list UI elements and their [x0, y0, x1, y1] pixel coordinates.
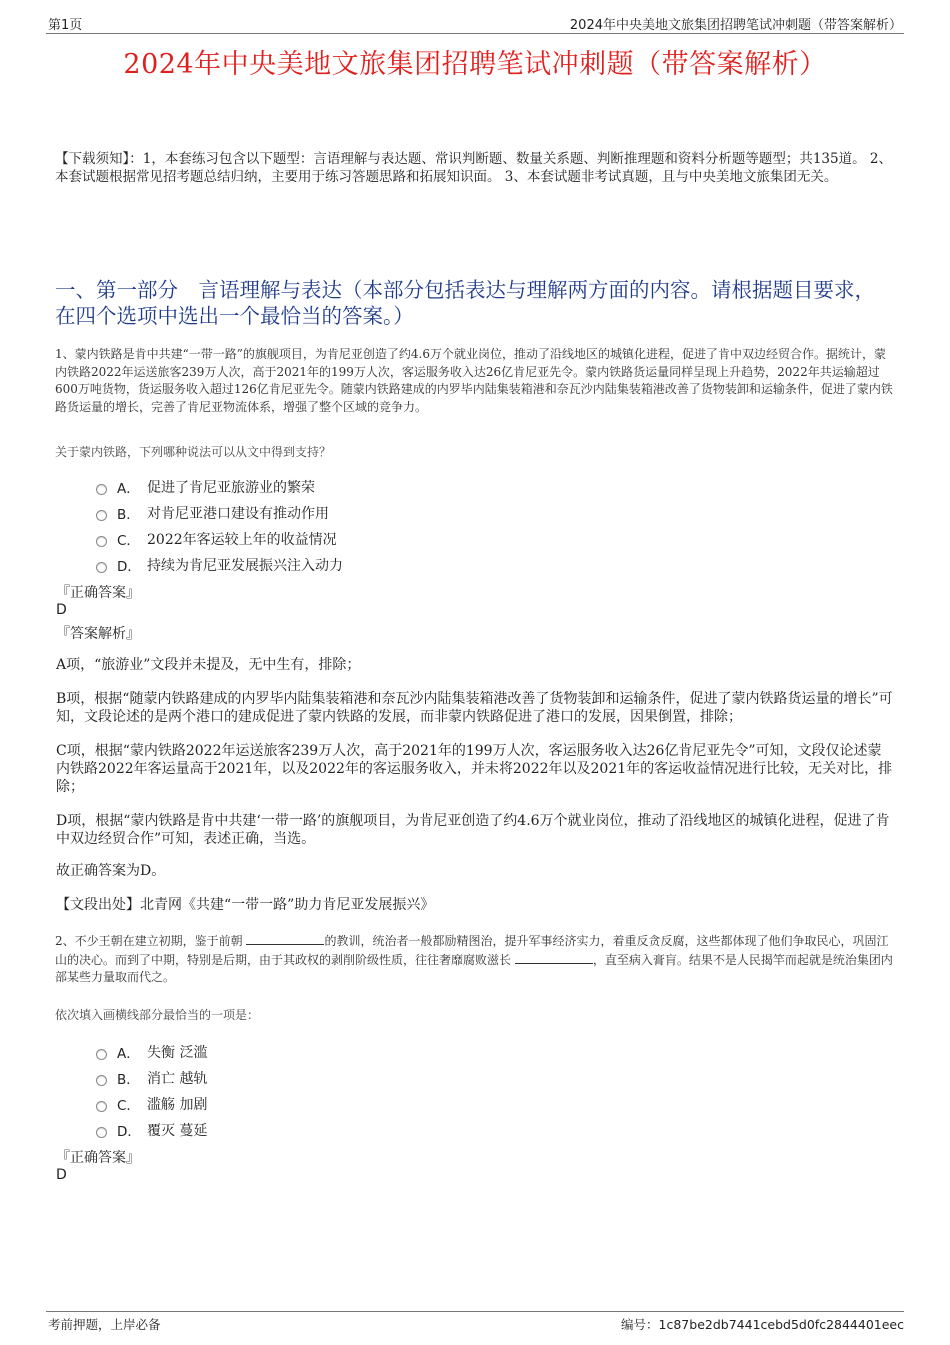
- radio-icon[interactable]: [96, 562, 107, 573]
- radio-icon[interactable]: [96, 1075, 107, 1086]
- q1-option-d[interactable]: D． 持续为肯尼亚发展振兴注入动力: [96, 555, 343, 575]
- footer-divider: [46, 1311, 904, 1312]
- footer-code: 编号：1c87be2db7441cebd5d0fc2844401eec: [621, 1317, 904, 1332]
- q1-analysis-d: D项，根据“蒙内铁路是肯中共建‘一带一路’的旗舰项目，为肯尼亚创造了约4.6万个就业岗位，推动了沿线地区的城镇化进程，促进了肯中双边经贸合作”可知，表述正确，当选。: [56, 813, 890, 847]
- radio-icon[interactable]: [96, 1101, 107, 1112]
- q1-answer-label: 『正确答案』: [56, 585, 140, 601]
- radio-icon[interactable]: [96, 536, 107, 547]
- header-doc-title: 2024年中央美地文旅集团招聘笔试冲刺题（带答案解析）: [569, 18, 902, 33]
- q1-analysis-a: A项，“旅游业”文段并未提及，无中生有，排除；: [56, 657, 361, 673]
- radio-icon[interactable]: [96, 1049, 107, 1060]
- header-divider: [46, 33, 904, 34]
- radio-icon[interactable]: [96, 1127, 107, 1138]
- radio-icon[interactable]: [96, 484, 107, 495]
- q2-option-a[interactable]: A． 失衡 泛滥: [96, 1042, 207, 1062]
- download-notice: 【下载须知】：1，本套练习包含以下题型：言语理解与表达题、常识判断题、数量关系题、判断推理题和资料分析题等题型；共135道。 2、本套试题根据常见招考题总结归纳，主要用于练习答题思路和拓展知识面。 3、本套试题非考试真题，且与中央美地文旅集团无关。: [55, 151, 892, 185]
- q1-option-c[interactable]: C． 2022年客运较上年的收益情况: [96, 529, 337, 549]
- q1-answer: D: [56, 602, 67, 618]
- q1-stem: 关于蒙内铁路，下列哪种说法可以从文中得到支持？: [55, 445, 332, 459]
- q2-answer: D: [56, 1167, 67, 1183]
- q2-option-c[interactable]: C． 滥觞 加剧: [96, 1094, 207, 1114]
- q2-option-b[interactable]: B． 消亡 越轨: [96, 1068, 207, 1088]
- q2-passage: 2、不少王朝在建立初期，鉴于前朝 的教训，统治者一般都励精图治，提升军事经济实力，着重反贪反腐，这些都体现了他们争取民心，巩固江山的决心。而到了中期，特别是后期，由于其政权的剥削阶级性质，往往奢靡腐败滋长 ，直至病入膏肓。结果不是人民揭竿而起就是统治集团内部某些力量取而代之。: [55, 934, 893, 984]
- q1-option-b[interactable]: B． 对肯尼亚港口建设有推动作用: [96, 503, 329, 523]
- q1-option-a[interactable]: A． 促进了肯尼亚旅游业的繁荣: [96, 477, 315, 497]
- q1-source: 【文段出处】北青网《共建“一带一路”助力肯尼亚发展振兴》: [56, 897, 435, 913]
- page-number: 第1页: [48, 18, 83, 33]
- radio-icon[interactable]: [96, 510, 107, 521]
- q2-answer-label: 『正确答案』: [56, 1150, 140, 1166]
- q1-analysis-b: B项，根据“随蒙内铁路建成的内罗毕内陆集装箱港和奈瓦沙内陆集装箱港改善了货物装卸和运输条件，促进了蒙内铁路货运量的增长”可知，文段论述的是两个港口的建成促进了蒙内铁路的发展，而非蒙内铁路促进了港口的发展，因果倒置，排除；: [56, 691, 893, 725]
- footer-slogan: 考前押题，上岸必备: [48, 1317, 161, 1332]
- fill-blank-1: [246, 932, 324, 945]
- fill-blank-2: [515, 951, 593, 964]
- section-heading: 一、第一部分 言语理解与表达（本部分包括表达与理解两方面的内容。请根据题目要求，在四个选项中选出一个最恰当的答案。）: [55, 278, 875, 328]
- q1-analysis-label: 『答案解析』: [56, 626, 140, 642]
- q2-option-d[interactable]: D． 覆灭 蔓延: [96, 1120, 207, 1140]
- q1-analysis-c: C项，根据“蒙内铁路2022年运送旅客239万人次，高于2021年的199万人次，客运服务收入达26亿肯尼亚先令”可知，文段仅论述蒙内铁路2022年客运量高于2021年，以及2022年的客运服务收入，并未将2022年以及2021年的客运收益情况进行比较，无关对比，排除；: [56, 743, 893, 795]
- document-title: 2024年中央美地文旅集团招聘笔试冲刺题（带答案解析）: [123, 49, 827, 80]
- q1-conclusion: 故正确答案为D。: [56, 863, 166, 879]
- q1-passage: 1、蒙内铁路是肯中共建“一带一路”的旗舰项目，为肯尼亚创造了约4.6万个就业岗位，推动了沿线地区的城镇化进程，促进了肯中双边经贸合作。据统计，蒙内铁路2022年运送旅客239万人次，高于2021年的199万人次，客运服务收入达26亿肯尼亚先令。蒙内铁路货运量同样呈现上升趋势，2022年共运输超过600万吨货物，货运服务收入超过126亿肯尼亚先令。随蒙内铁路建成的内罗毕内陆集装箱港和奈瓦沙内陆集装箱港改善了货物装卸和运输条件，促进了蒙内铁路货运量的增长，完善了肯尼亚物流体系，增强了整个区域的竞争力。: [55, 347, 893, 414]
- q2-stem: 依次填入画横线部分最恰当的一项是：: [55, 1008, 260, 1022]
